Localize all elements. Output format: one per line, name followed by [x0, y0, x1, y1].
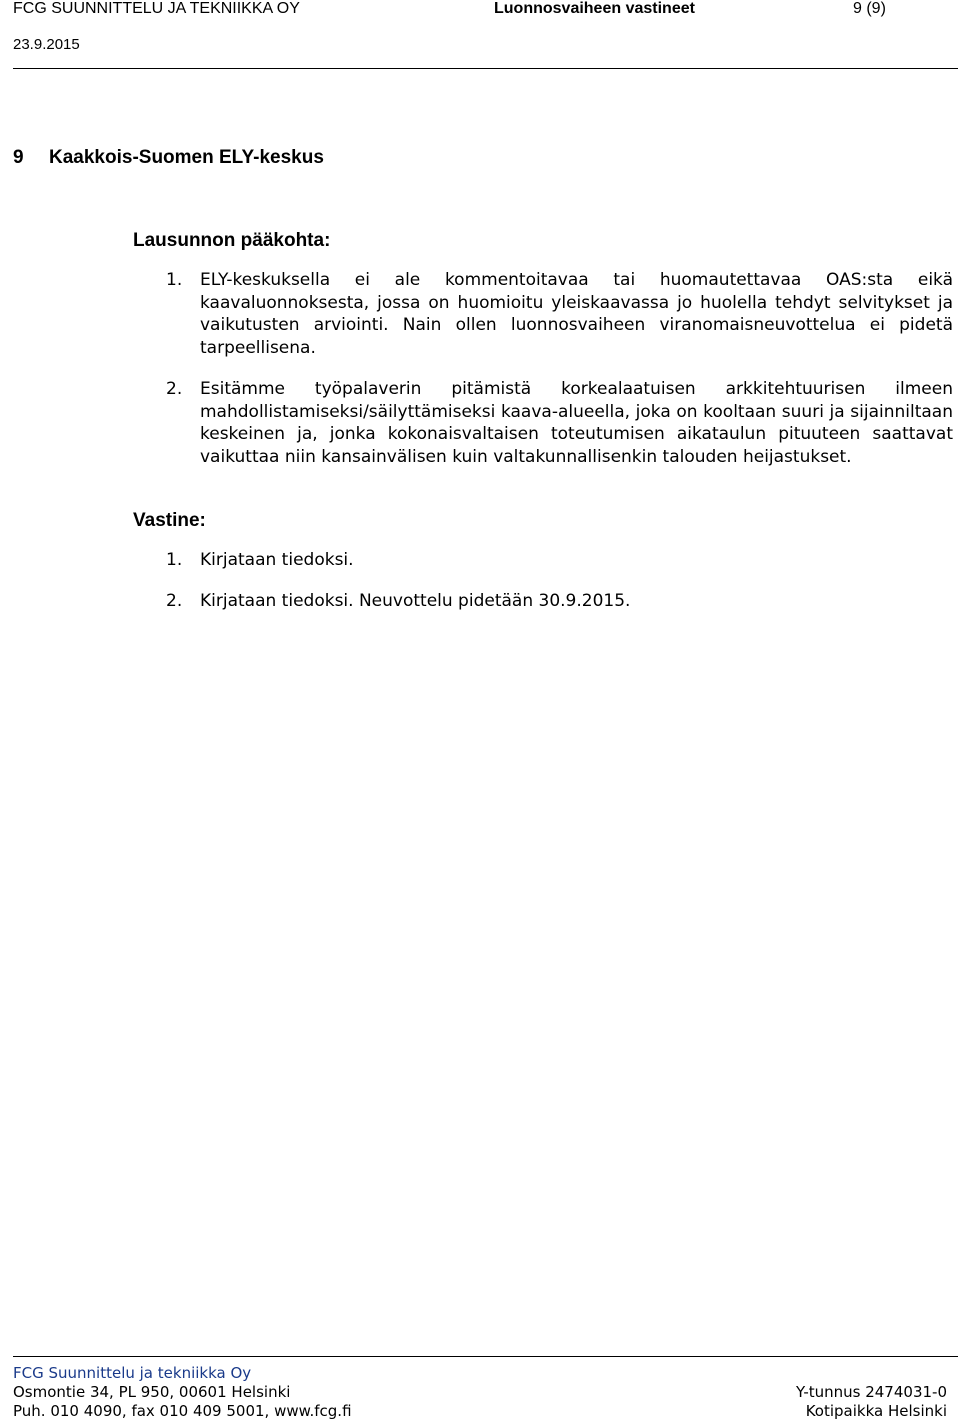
response-item-1-number: 1. — [166, 550, 183, 570]
header-date: 23.9.2015 — [13, 36, 80, 53]
footer-domicile: Kotipaikka Helsinki — [805, 1402, 947, 1420]
response-item-1-text: Kirjataan tiedoksi. — [200, 550, 354, 570]
header-company: FCG SUUNNITTELU JA TEKNIIKKA OY — [13, 0, 300, 17]
footer-address: Osmontie 34, PL 950, 00601 Helsinki — [13, 1383, 291, 1401]
statement-item-2-text: Esitämme työpalaverin pitämistä korkealaatuisen arkkitehtuurisen ilmeen mahdollistamiseksi/säilyttämiseksi kaava-alueella, joka on kooltaan suuri ja sijainniltaan keskeinen ja, jonka kokonaisvaltaisen toteutumisen aikataulun pituuteen saattavat vaikuttaa niin kansainvälisen kuin valtakunnallisenkin talouden heijastukset. — [200, 379, 953, 467]
header-divider — [13, 68, 958, 69]
statement-item-2-number: 2. — [166, 379, 183, 399]
response-item-2-number: 2. — [166, 591, 183, 611]
footer-divider — [13, 1356, 958, 1357]
response-label: Vastine: — [133, 510, 206, 531]
footer-business-id: Y-tunnus 2474031-0 — [795, 1383, 947, 1401]
statement-item-1-text: ELY-keskuksella ei ale kommentoitavaa tai huomautettavaa OAS:sta eikä kaavaluonnoksesta, jossa on huomioitu yleiskaavassa jo huolella tehdyt selvitykset ja vaikutusten arviointi. Nain ollen luonnosvaiheen viranomaisneuvottelua ei pidetä tarpeellisena. — [200, 270, 953, 358]
statement-item-1-number: 1. — [166, 270, 183, 290]
footer-company: FCG Suunnittelu ja tekniikka Oy — [13, 1364, 252, 1382]
statement-label: Lausunnon pääkohta: — [133, 230, 331, 251]
header-doc-title: Luonnosvaiheen vastineet — [494, 0, 695, 17]
response-item-2-text: Kirjataan tiedoksi. Neuvottelu pidetään 30.9.2015. — [200, 591, 631, 611]
section-number: 9 — [13, 147, 24, 168]
section-title: Kaakkois-Suomen ELY-keskus — [49, 147, 324, 168]
footer-contact: Puh. 010 4090, fax 010 409 5001, www.fcg.fi — [13, 1402, 352, 1420]
header-page-number: 9 (9) — [853, 0, 886, 17]
